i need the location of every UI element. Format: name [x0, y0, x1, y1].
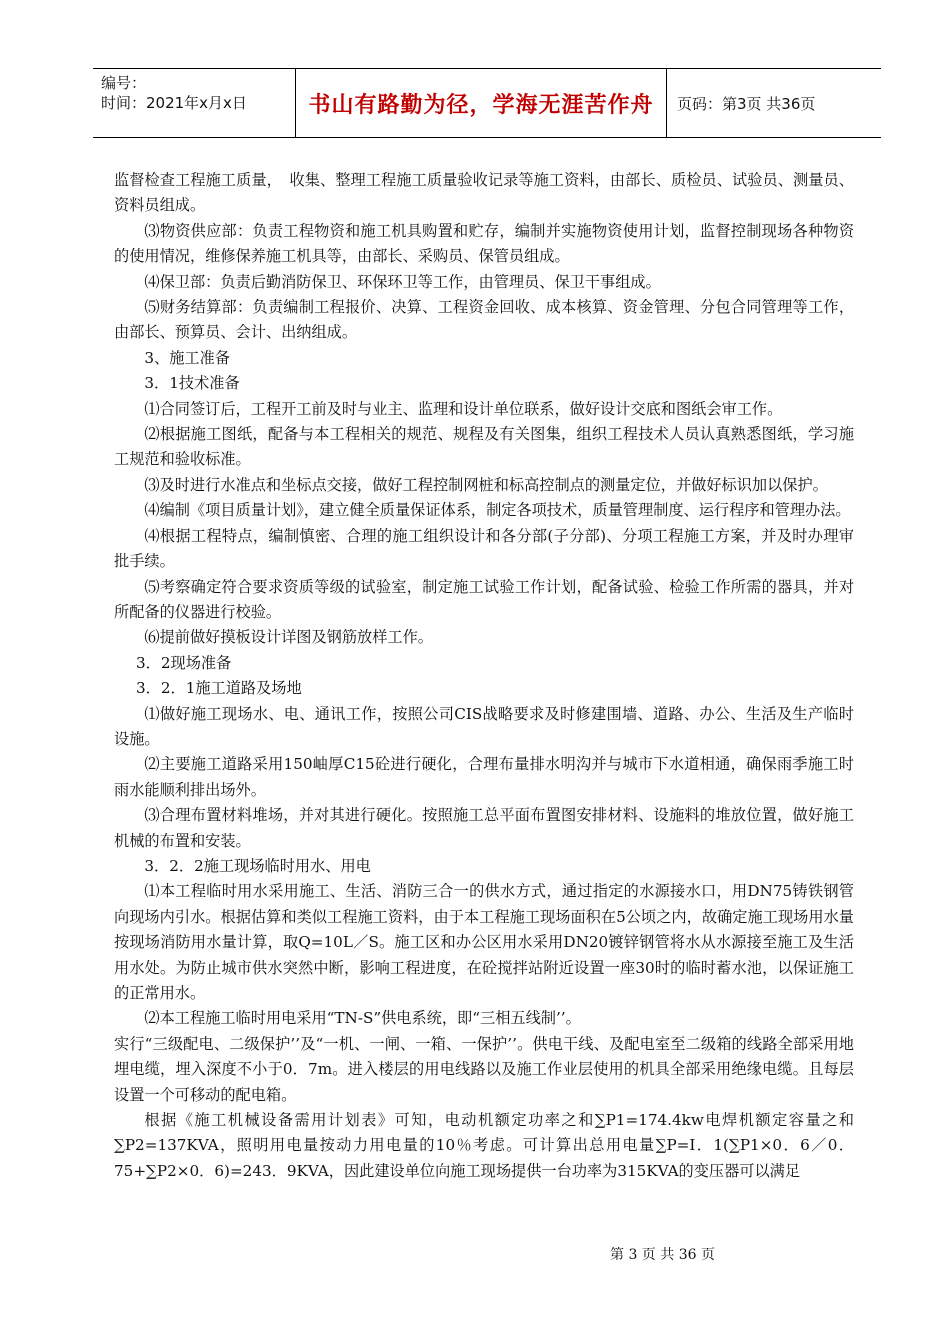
header-info [93, 69, 295, 137]
paragraph: 根据《施工机械设备需用计划表》可知，电动机额定功率之和∑P1=174.4kw电焊机额定容量之和∑P2=137KVA，照明用电量按动力用电量的10％考虑。可计算出总用电量∑P=I．1(∑P1×0．6／0．75+∑P2×0．6)=243．9KVA，因此建设单位向施工现场提供一台功率为315KVA的变压器可以满足 [114, 1111, 854, 1180]
document-body [114, 168, 854, 1184]
paragraph: 3．2．2施工现场临时用水、用电 [144, 856, 371, 875]
paragraph: ⑵主要施工道路采用150岫厚C15砼进行硬化，合理布量排水明沟并与城市下水道相通，确保雨季施工时雨水能顺利排出场外。 [114, 755, 854, 799]
page-footer [610, 1244, 715, 1264]
paragraph: ⑵根据施工图纸，配备与本工程相关的规范、规程及有关图集，组织工程技术人员认真熟悉图纸，学习施工规范和验收标准。 [114, 425, 854, 469]
paragraph: 3．2．1施工道路及场地 [136, 679, 302, 698]
paragraph: ⑶物资供应部：负责工程物资和施工机具购置和贮存，编制并实施物资使用计划，监督控制现场各种物资的使用情况，维修保养施工机具等，由部长、采购员、保管员组成。 [114, 221, 854, 266]
paragraph: ⑴本工程临时用水采用施工、生活、消防三合一的供水方式，通过指定的水源接水口，用DN75铸铁钢管向现场内引水。根据估算和类似工程施工资料，由于本工程施工现场面积在5公顷之内，故确定施工现场用水量按现场消防用水量计算，取Q=10L／S。施工区和办公区用水采用DN20镀锌钢管将水从水源接至施工及生活用水处。为防止城市供水突然中断，影响工程进度，在砼搅拌站附近设置一座30时的临时蓄水池，以保证施工的正常用水。 [114, 882, 854, 1002]
paragraph: ⑷根据工程特点，编制慎密、合理的施工组织设计和各分部(子分部)、分项工程施工方案，并及时办理审批手续。 [114, 526, 854, 571]
header-motto-cell [295, 69, 667, 137]
paragraph: ⑶及时进行水准点和坐标点交接，做好工程控制网桩和标高控制点的测量定位，并做好标识加以保护。 [144, 475, 828, 494]
paragraph: 监督检查工程施工质量， 收集、整理工程施工质量验收记录等施工资料，由部长、质检员、试验员、测量员、资料员组成。 [114, 171, 854, 215]
paragraph: ⑹提前做好摸板设计详图及钢筋放样工作。 [144, 628, 433, 647]
document-time-label: 时间：2021年x月x日 [101, 94, 247, 112]
paragraph: ⑵本工程施工临时用电采用“TN-S”供电系统，即“三相五线制’’。 [144, 1009, 581, 1028]
paragraph: 3、施工准备 [144, 348, 230, 367]
page-header [93, 68, 881, 138]
header-motto: 书山有路勤为径，学海无涯苦作舟 [308, 92, 654, 118]
paragraph: ⑴做好施工现场水、电、通讯工作，按照公司CIS战略要求及时修建围墙、道路、办公、生活及生产临时设施。 [114, 704, 854, 748]
footer-page-number: 第 3 页 共 36 页 [610, 1247, 715, 1263]
paragraph: ⑷保卫部：负责后勤消防保卫、环保环卫等工作，由管理员、保卫干事组成。 [144, 272, 661, 291]
paragraph: ⑶合理布置材料堆场，并对其进行硬化。按照施工总平面布置图安排材料、设施料的堆放位置，做好施工机械的布置和安装。 [114, 806, 854, 850]
paragraph: ⑸考察确定符合要求资质等级的试验室，制定施工试验工作计划，配备试验、检验工作所需的器具，并对所配备的仪器进行校验。 [114, 577, 854, 621]
document-number-label: 编号： [101, 74, 147, 92]
paragraph: ⑴合同签订后，工程开工前及时与业主、监理和设计单位联系，做好设计交底和图纸会审工作。 [144, 399, 783, 418]
paragraph: 3．1技术准备 [144, 374, 240, 393]
paragraph: 实行“三级配电、二级保护’’及“一机、一闸、一箱、一保护’’。供电干线、及配电室至二级箱的线路全部采用地埋电缆，埋入深度不小于0．7m。进入楼层的用电线路以及施工作业层使用的机具全部采用绝缘电缆。且每层设置一个可移动的配电箱。 [114, 1034, 854, 1104]
paragraph: ⑸财务结算部：负责编制工程报价、决算、工程资金回收、成本核算、资金管理、分包合同管理等工作，由部长、预算员、会计、出纳组成。 [114, 298, 854, 342]
header-page-label: 页码：第3页 共36页 [677, 94, 816, 113]
paragraph: 3．2现场准备 [136, 653, 232, 672]
paragraph: ⑷编制《项目质量计划》，建立健全质量保证体系，制定各项技术，质量管理制度、运行程序和管理办法。 [144, 501, 851, 520]
header-page-cell [667, 69, 881, 137]
